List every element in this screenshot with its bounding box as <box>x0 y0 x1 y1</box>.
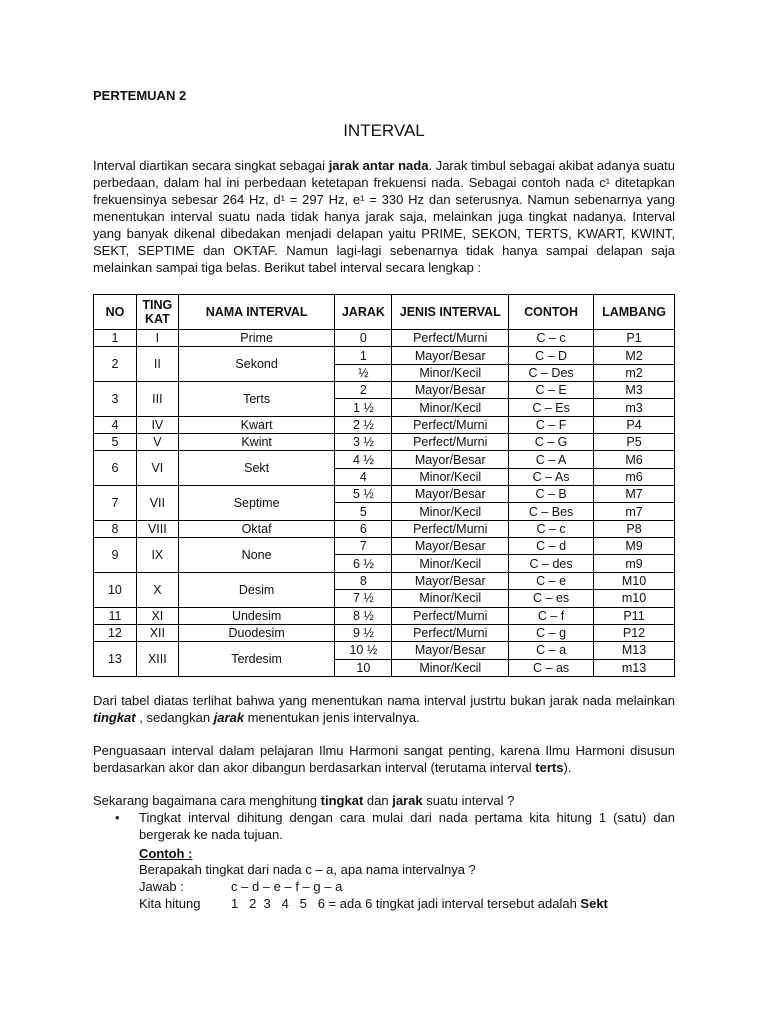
cell-contoh: C – Es <box>509 399 594 416</box>
cell-contoh: C – c <box>509 520 594 537</box>
cell-jarak: 3 ½ <box>335 434 392 451</box>
cell-jarak: 6 ½ <box>335 555 392 572</box>
cell-no: 4 <box>94 416 137 433</box>
cell-contoh: C – g <box>509 624 594 641</box>
cell-tingkat: V <box>136 434 178 451</box>
cell-contoh: C – f <box>509 607 594 624</box>
cell-contoh: C – d <box>509 538 594 555</box>
cell-contoh: C – Bes <box>509 503 594 520</box>
cell-contoh: C – A <box>509 451 594 468</box>
table-row <box>94 538 675 555</box>
cell-contoh: C – es <box>509 590 594 607</box>
cell-lambang: P4 <box>594 416 675 433</box>
example-title: Contoh : <box>139 846 193 861</box>
cell-jenis-interval: Mayor/Besar <box>392 451 509 468</box>
cell-lambang: m10 <box>594 590 675 607</box>
cell-lambang: m2 <box>594 364 675 381</box>
cell-contoh: C – des <box>509 555 594 572</box>
cell-tingkat: VI <box>136 451 178 486</box>
cell-jenis-interval: Mayor/Besar <box>392 572 509 589</box>
cell-tingkat: XII <box>136 624 178 641</box>
cell-tingkat: III <box>136 382 178 417</box>
after-table-term-jarak: jarak <box>213 710 245 725</box>
cell-jarak: 2 ½ <box>335 416 392 433</box>
cell-jenis-interval: Minor/Kecil <box>392 399 509 416</box>
cell-tingkat: I <box>136 330 178 347</box>
cell-jarak: ½ <box>335 364 392 381</box>
cell-no: 3 <box>94 382 137 417</box>
table-row <box>94 434 675 451</box>
cell-jenis-interval: Perfect/Murni <box>392 520 509 537</box>
cell-no: 11 <box>94 607 137 624</box>
cell-jarak: 2 <box>335 382 392 399</box>
table-row <box>94 451 675 468</box>
cell-contoh: C – Des <box>509 364 594 381</box>
cell-tingkat: VII <box>136 486 178 521</box>
table-header-row <box>94 295 675 330</box>
cell-jenis-interval: Mayor/Besar <box>392 486 509 503</box>
cell-no: 6 <box>94 451 137 486</box>
cell-contoh: C – e <box>509 572 594 589</box>
harmoni-text-2: ). <box>563 760 572 775</box>
cell-contoh: C – a <box>509 642 594 659</box>
table-row <box>94 347 675 364</box>
cell-jenis-interval: Mayor/Besar <box>392 382 509 399</box>
cell-jenis-interval: Minor/Kecil <box>392 364 509 381</box>
cell-nama-interval: Oktaf <box>178 520 335 537</box>
example-answer-value: c – d – e – f – g – a <box>231 879 343 894</box>
cell-lambang: m13 <box>594 659 675 676</box>
cell-nama-interval: Kwart <box>178 416 335 433</box>
table-row <box>94 520 675 537</box>
cell-jenis-interval: Mayor/Besar <box>392 642 509 659</box>
cell-jarak: 6 <box>335 520 392 537</box>
table-row <box>94 382 675 399</box>
example-count-value: 1 2 3 4 5 6 = ada 6 tingkat jadi interval tersebut adalah <box>231 896 581 911</box>
cell-jarak: 10 ½ <box>335 642 392 659</box>
question-text-2: dan <box>363 793 393 808</box>
table-row <box>94 330 675 347</box>
table-row <box>94 607 675 624</box>
cell-lambang: M7 <box>594 486 675 503</box>
cell-jenis-interval: Minor/Kecil <box>392 659 509 676</box>
cell-jarak: 10 <box>335 659 392 676</box>
cell-tingkat: X <box>136 572 178 607</box>
cell-contoh: C – B <box>509 486 594 503</box>
example-question: Berapakah tingkat dari nada c – a, apa nama intervalnya ? <box>139 862 476 877</box>
cell-jenis-interval: Perfect/Murni <box>392 416 509 433</box>
cell-lambang: m9 <box>594 555 675 572</box>
bullet-icon: • <box>115 810 120 825</box>
header-contoh: CONTOH <box>509 295 594 330</box>
header-no: NO <box>94 295 137 330</box>
cell-jarak: 8 ½ <box>335 607 392 624</box>
cell-jarak: 9 ½ <box>335 624 392 641</box>
cell-tingkat: IX <box>136 538 178 573</box>
table-row <box>94 486 675 503</box>
cell-contoh: C – c <box>509 330 594 347</box>
cell-jenis-interval: Perfect/Murni <box>392 434 509 451</box>
header-tingkat-line-1: TING <box>142 298 173 312</box>
cell-jenis-interval: Mayor/Besar <box>392 538 509 555</box>
cell-lambang: P5 <box>594 434 675 451</box>
cell-nama-interval: Kwint <box>178 434 335 451</box>
cell-jenis-interval: Perfect/Murni <box>392 330 509 347</box>
cell-nama-interval: Duodesim <box>178 624 335 641</box>
cell-no: 10 <box>94 572 137 607</box>
cell-nama-interval: Undesim <box>178 607 335 624</box>
cell-tingkat: XIII <box>136 642 178 677</box>
example-answer-label: Jawab : <box>139 879 184 894</box>
cell-lambang: M9 <box>594 538 675 555</box>
question-term-tingkat: tingkat <box>320 793 364 808</box>
cell-jarak: 4 <box>335 468 392 485</box>
lesson-heading: PERTEMUAN 2 <box>93 88 187 103</box>
cell-lambang: M3 <box>594 382 675 399</box>
cell-tingkat: VIII <box>136 520 178 537</box>
cell-jenis-interval: Perfect/Murni <box>392 624 509 641</box>
cell-no: 7 <box>94 486 137 521</box>
page-title: INTERVAL <box>343 121 425 140</box>
header-lambang: LAMBANG <box>594 295 675 330</box>
interval-table <box>93 294 675 677</box>
table-row <box>94 642 675 659</box>
intro-text-2: . Jarak timbul sebagai akibat adanya suatu perbedaan, dalam hal ini perbedaan ketetapan frekuensi nada. Sebagai contoh nada c¹ ditetapkan frekuensinya sebesar 264 Hz, d¹ = 297 Hz, e¹ = 330 Hz dan seterusnya. Namun sebenarnya yang menentukan interval suatu nada tidak hanya jarak saja, melainkan juga tingkat nadanya. Interval yang banyak dikenal dibedakan menjadi delapan yaitu PRIME, SEKON, TERTS, KWART, KWINT, SEKT, SEPTIME dan OKTAF. Namun lagi-lagi sebenarnya tidak hanya sampai delapan saja melainkan sampai tiga belas. Berikut tabel interval secara lengkap : <box>93 158 676 275</box>
after-table-paragraph <box>93 692 675 726</box>
cell-no: 9 <box>94 538 137 573</box>
harmoni-text-1: Penguasaan interval dalam pelajaran Ilmu Harmoni sangat penting, karena Ilmu Harmoni disusun berdasarkan akor dan akor dibangun berdasarkan interval (terutama interval <box>93 743 675 775</box>
cell-jenis-interval: Perfect/Murni <box>392 607 509 624</box>
header-jenis: JENIS INTERVAL <box>392 295 509 330</box>
cell-nama-interval: Sekt <box>178 451 335 486</box>
cell-nama-interval: Desim <box>178 572 335 607</box>
question-paragraph <box>93 792 675 809</box>
cell-jenis-interval: Minor/Kecil <box>392 503 509 520</box>
table-row <box>94 416 675 433</box>
cell-nama-interval: Septime <box>178 486 335 521</box>
interval-table-body <box>94 330 675 677</box>
harmoni-term-terts: terts <box>535 760 564 775</box>
cell-lambang: P1 <box>594 330 675 347</box>
cell-jarak: 8 <box>335 572 392 589</box>
after-table-text-1: Dari tabel diatas terlihat bahwa yang menentukan nama interval justrtu bukan jarak nada melainkan <box>93 693 675 708</box>
question-text-3: suatu interval ? <box>422 793 515 808</box>
cell-jarak: 7 ½ <box>335 590 392 607</box>
cell-no: 2 <box>94 347 137 382</box>
cell-jarak: 4 ½ <box>335 451 392 468</box>
header-nama: NAMA INTERVAL <box>178 295 335 330</box>
cell-no: 13 <box>94 642 137 677</box>
after-table-term-tingkat: tingkat <box>93 710 136 725</box>
cell-nama-interval: Prime <box>178 330 335 347</box>
intro-text-1: Interval diartikan secara singkat sebagai <box>93 158 329 173</box>
cell-lambang: M13 <box>594 642 675 659</box>
cell-contoh: C – G <box>509 434 594 451</box>
cell-lambang: P12 <box>594 624 675 641</box>
cell-jarak: 1 <box>335 347 392 364</box>
table-row <box>94 624 675 641</box>
example-answer <box>139 878 342 895</box>
intro-paragraph <box>93 157 675 276</box>
cell-tingkat: IV <box>136 416 178 433</box>
cell-lambang: P11 <box>594 607 675 624</box>
example-count-label: Kita hitung <box>139 896 201 911</box>
cell-contoh: C – As <box>509 468 594 485</box>
header-tingkat-line-2: KAT <box>144 312 170 326</box>
cell-nama-interval: Sekond <box>178 347 335 382</box>
cell-nama-interval: Terdesim <box>178 642 335 677</box>
cell-contoh: C – E <box>509 382 594 399</box>
cell-jenis-interval: Minor/Kecil <box>392 468 509 485</box>
cell-lambang: P8 <box>594 520 675 537</box>
cell-jarak: 5 ½ <box>335 486 392 503</box>
cell-no: 12 <box>94 624 137 641</box>
cell-jarak: 7 <box>335 538 392 555</box>
cell-no: 1 <box>94 330 137 347</box>
cell-nama-interval: None <box>178 538 335 573</box>
cell-tingkat: XI <box>136 607 178 624</box>
cell-contoh: C – as <box>509 659 594 676</box>
cell-contoh: C – F <box>509 416 594 433</box>
cell-lambang: m7 <box>594 503 675 520</box>
cell-no: 8 <box>94 520 137 537</box>
cell-jenis-interval: Mayor/Besar <box>392 347 509 364</box>
after-table-text-3: menentukan jenis intervalnya. <box>244 710 420 725</box>
cell-nama-interval: Terts <box>178 382 335 417</box>
harmoni-paragraph <box>93 742 675 776</box>
cell-lambang: m3 <box>594 399 675 416</box>
cell-lambang: m6 <box>594 468 675 485</box>
header-jarak: JARAK <box>335 295 392 330</box>
after-table-text-2: , sedangkan <box>135 710 214 725</box>
example-count-result: Sekt <box>580 896 608 911</box>
question-text-1: Sekarang bagaimana cara menghitung <box>93 793 321 808</box>
cell-lambang: M2 <box>594 347 675 364</box>
header-tingkat <box>136 295 178 330</box>
cell-lambang: M10 <box>594 572 675 589</box>
cell-jarak: 0 <box>335 330 392 347</box>
table-row <box>94 572 675 589</box>
cell-jenis-interval: Minor/Kecil <box>392 590 509 607</box>
cell-contoh: C – D <box>509 347 594 364</box>
example-count <box>139 895 608 912</box>
question-term-jarak: jarak <box>392 793 423 808</box>
cell-no: 5 <box>94 434 137 451</box>
bullet-text: Tingkat interval dihitung dengan cara mulai dari nada pertama kita hitung 1 (satu) dan bergerak ke nada tujuan. <box>139 810 675 842</box>
cell-tingkat: II <box>136 347 178 382</box>
cell-jenis-interval: Minor/Kecil <box>392 555 509 572</box>
cell-lambang: M6 <box>594 451 675 468</box>
cell-jarak: 1 ½ <box>335 399 392 416</box>
intro-bold-term: jarak antar nada <box>328 158 429 173</box>
cell-jarak: 5 <box>335 503 392 520</box>
